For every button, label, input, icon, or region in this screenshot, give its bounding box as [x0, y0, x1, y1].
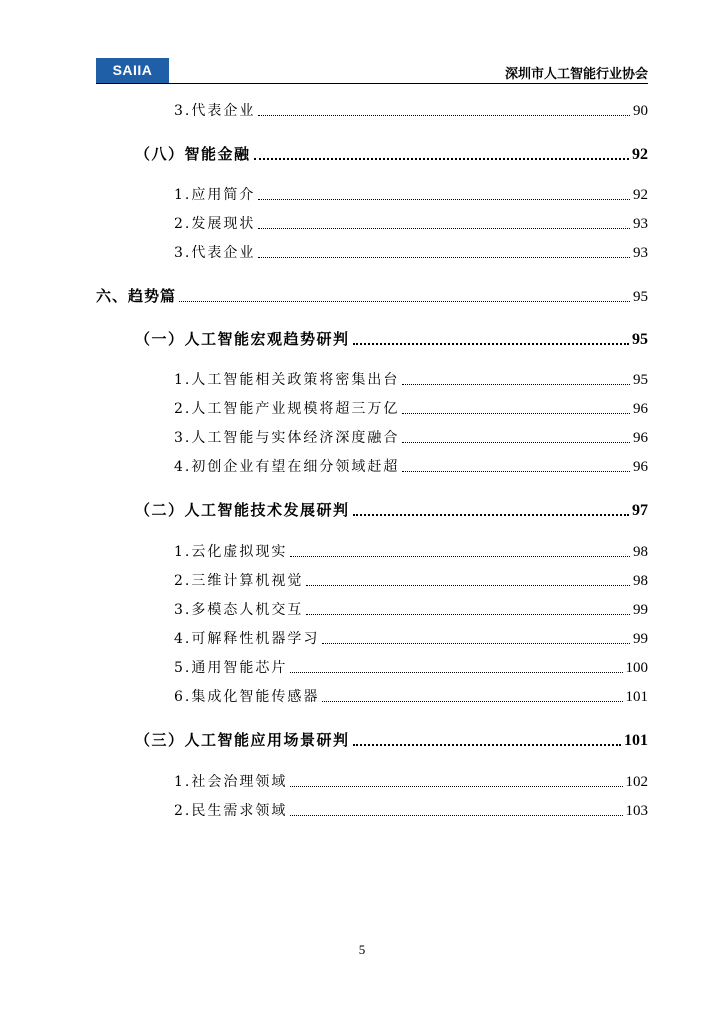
toc-entry-page: 92	[632, 146, 648, 163]
dot-leader	[254, 158, 629, 160]
toc-entry[interactable]	[174, 570, 648, 590]
toc-entry-page: 92	[633, 187, 648, 203]
toc-entry[interactable]	[135, 499, 648, 520]
toc-entry-title: 5.通用智能芯片	[174, 660, 288, 676]
toc-entry-title: 1.人工智能相关政策将密集出台	[174, 372, 400, 388]
dot-leader	[402, 442, 630, 443]
toc-entry-title: （一）人工智能宏观趋势研判	[135, 330, 350, 348]
toc-entry-page: 100	[625, 660, 648, 676]
toc-entry-title: 3.代表企业	[174, 103, 256, 119]
dot-leader	[258, 257, 630, 258]
toc-entry[interactable]	[174, 213, 648, 233]
dot-leader	[322, 701, 622, 702]
dot-leader	[402, 413, 630, 414]
dot-leader	[322, 643, 630, 644]
toc-entry[interactable]	[174, 100, 648, 120]
toc-entry[interactable]	[174, 398, 648, 418]
dot-leader	[290, 815, 622, 816]
toc-entry-title: 3.多模态人机交互	[174, 602, 304, 618]
organization-name: 深圳市人工智能行业协会	[504, 67, 648, 82]
toc-entry[interactable]	[174, 628, 648, 648]
toc-entry-title: 3.人工智能与实体经济深度融合	[174, 430, 400, 446]
toc-entry-title: 2.人工智能产业规模将超三万亿	[174, 401, 400, 417]
dot-leader	[258, 228, 630, 229]
toc-entry-page: 97	[632, 502, 648, 519]
toc-entry-title: 4.可解释性机器学习	[174, 631, 320, 647]
toc-entry-title: 2.三维计算机视觉	[174, 573, 304, 589]
dot-leader	[353, 343, 629, 345]
toc-entry-page: 95	[633, 289, 648, 305]
toc-entry-page: 103	[625, 803, 648, 819]
dot-leader	[258, 199, 630, 200]
toc-entry-page: 99	[633, 602, 648, 618]
toc-entry-title: 1.云化虚拟现实	[174, 544, 288, 560]
toc-entry[interactable]	[135, 328, 648, 349]
toc-entry-title: （三）人工智能应用场景研判	[135, 731, 350, 749]
toc-entry[interactable]	[174, 427, 648, 447]
toc-entry[interactable]	[174, 657, 648, 677]
dot-leader	[306, 614, 630, 615]
toc-entry-page: 101	[624, 732, 648, 749]
dot-leader	[353, 514, 629, 516]
toc-entry-page: 96	[633, 401, 648, 417]
toc-entry-page: 102	[625, 774, 648, 790]
toc-entry-page: 101	[625, 689, 648, 705]
toc-entry[interactable]	[174, 686, 648, 706]
toc-entry-title: 1.应用简介	[174, 187, 256, 203]
toc-entry[interactable]	[174, 541, 648, 561]
toc-entry-page: 95	[633, 372, 648, 388]
toc-entry[interactable]	[174, 599, 648, 619]
page-number: 5	[358, 942, 366, 957]
dot-leader	[258, 115, 630, 116]
toc-entry-page: 96	[633, 430, 648, 446]
toc-entry-page: 90	[633, 103, 648, 119]
toc-entry-title: （二）人工智能技术发展研判	[135, 501, 350, 519]
dot-leader	[290, 786, 622, 787]
toc-entry-title: 1.社会治理领域	[174, 774, 288, 790]
header-rule	[96, 83, 648, 84]
toc-entry[interactable]	[174, 369, 648, 389]
toc-entry-title: 六、趋势篇	[96, 287, 177, 305]
toc-entry[interactable]	[135, 143, 648, 164]
toc-entry-title: 3.代表企业	[174, 245, 256, 261]
dot-leader	[353, 744, 621, 746]
page-header	[96, 58, 648, 84]
dot-leader	[402, 471, 630, 472]
dot-leader	[179, 301, 630, 302]
toc-entry-page: 99	[633, 631, 648, 647]
dot-leader	[290, 556, 630, 557]
dot-leader	[290, 672, 622, 673]
dot-leader	[402, 384, 630, 385]
toc-entry[interactable]	[135, 729, 648, 750]
toc-entry[interactable]	[174, 771, 648, 791]
toc-entry-title: 4.初创企业有望在细分领域赶超	[174, 459, 400, 475]
toc-entry-page: 95	[632, 331, 648, 348]
toc-entry-page: 96	[633, 459, 648, 475]
dot-leader	[306, 585, 630, 586]
toc-entry-page: 93	[633, 245, 648, 261]
toc-entry-title: 2.民生需求领域	[174, 803, 288, 819]
toc-entry[interactable]	[174, 456, 648, 476]
saiia-logo-badge: SAIIA	[96, 58, 169, 83]
toc-entry-title: 6.集成化智能传感器	[174, 689, 320, 705]
toc-entry[interactable]	[174, 800, 648, 820]
toc-entry[interactable]	[174, 184, 648, 204]
toc-entry-title: 2.发展现状	[174, 216, 256, 232]
toc-entry-page: 98	[633, 573, 648, 589]
toc-entry-title: （八）智能金融	[135, 145, 251, 163]
toc-entry-page: 93	[633, 216, 648, 232]
toc-entry[interactable]	[174, 242, 648, 262]
toc-entry-page: 98	[633, 544, 648, 560]
toc-entry[interactable]	[96, 285, 648, 306]
